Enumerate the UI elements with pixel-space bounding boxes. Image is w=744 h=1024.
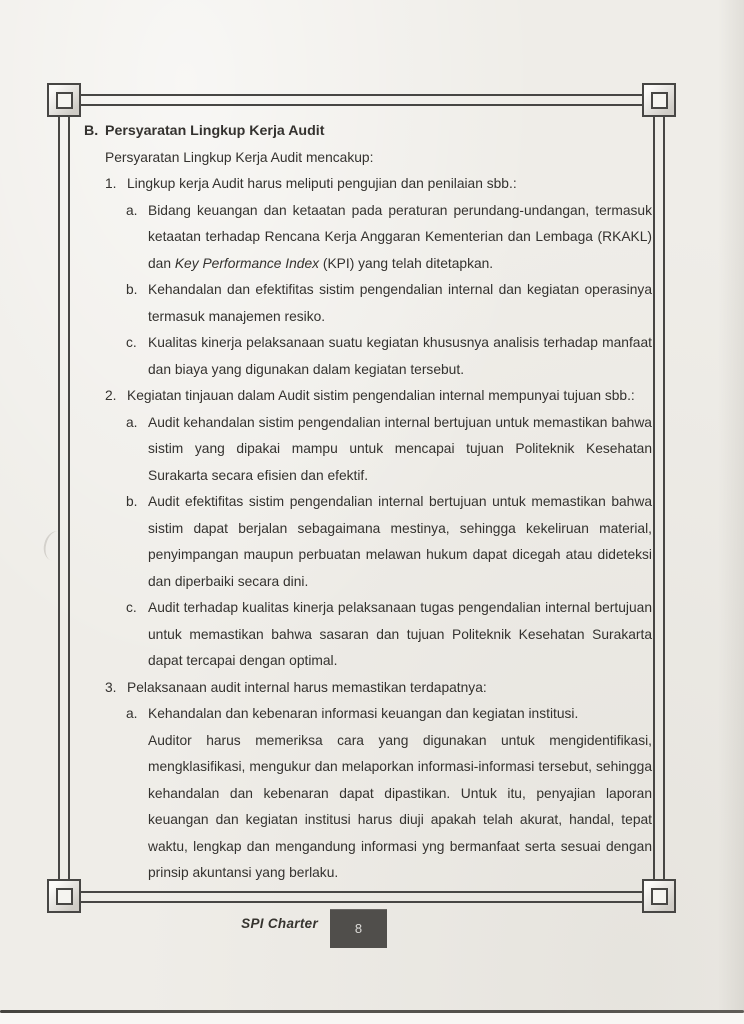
italic-phrase: Key Performance Index	[174, 255, 320, 271]
sub-item-3a	[126, 701, 652, 887]
intro-line: Persyaratan Lingkup Kerja Audit mencakup:	[105, 149, 374, 165]
sub-item-letter: c.	[126, 600, 137, 615]
sub-item-letter: b.	[126, 494, 138, 509]
footer-label: SPI Charter	[241, 916, 318, 931]
page-number-badge	[330, 909, 387, 948]
scan-bottom-strip	[0, 1013, 744, 1024]
sub-item-1c	[126, 330, 652, 383]
corner-ornament-top-right	[642, 83, 676, 117]
item-lead: Lingkup kerja Audit harus meliputi pengujian dan penilaian sbb.:	[127, 176, 517, 191]
sub-item-1a	[126, 198, 652, 278]
sub-item-letter: a.	[126, 414, 138, 430]
item-lead: Pelaksanaan audit internal harus memastikan terdapatnya:	[127, 679, 487, 695]
sub-item-text	[148, 198, 652, 278]
list-item-1	[105, 171, 652, 198]
list-item-2	[105, 383, 652, 410]
corner-ornament-inner-square	[651, 888, 668, 905]
text-run: (KPI) yang telah ditetapkan.	[319, 255, 494, 271]
page-number: 8	[354, 921, 363, 936]
sub-item-2a	[126, 410, 652, 490]
heading-marker: B.	[84, 123, 99, 139]
sub-item-text: Audit efektifitas sistim pengendalian internal bertujuan untuk memastikan bahwa sistim dapat berjalan sebagaimana mestinya, sehingga kekeliruan material, penyimpangan maupun perbuatan melawan hukum dapat dicegah atau dideteksi dan diperbaiki secara dini.	[148, 494, 652, 589]
corner-ornament-bottom-left	[47, 879, 81, 913]
item-number: 3.	[105, 679, 117, 695]
sub-item-text: Audit kehandalan sistim pengendalian internal bertujuan untuk memastikan bahwa sistim yang dipakai mampu untuk mencapai tujuan Politeknik Kesehatan Surakarta secara efisien dan efektif.	[148, 414, 652, 483]
corner-ornament-inner-square	[651, 92, 668, 109]
scan-right-edge-shadow	[718, 0, 744, 1024]
sub-item-2b	[126, 489, 652, 595]
sub-item-letter: c.	[126, 335, 137, 350]
border-line-left	[58, 117, 70, 879]
list-item-3	[105, 675, 652, 702]
item-number: 1.	[105, 176, 117, 191]
sub-item-letter: b.	[126, 282, 138, 297]
corner-ornament-inner-square	[56, 92, 73, 109]
heading-title: Persyaratan Lingkup Kerja Audit	[105, 123, 325, 139]
border-line-bottom	[81, 891, 642, 903]
sub-item-2c	[126, 595, 652, 675]
corner-ornament-inner-square	[56, 888, 73, 905]
document-body	[84, 118, 652, 887]
item-number: 2.	[105, 388, 117, 403]
sub-item-letter: a.	[126, 202, 138, 218]
sub-item-text-column	[148, 701, 652, 887]
sub-item-letter: a.	[126, 706, 138, 721]
corner-ornament-top-left	[47, 83, 81, 117]
item-lead: Kegiatan tinjauan dalam Audit sistim pengendalian internal mempunyai tujuan sbb.:	[127, 388, 635, 403]
sub-item-text: Kualitas kinerja pelaksanaan suatu kegiatan khususnya analisis terhadap manfaat dan biaya yang digunakan dalam kegiatan tersebut.	[148, 335, 652, 377]
border-line-right	[653, 117, 665, 879]
text-run: Bidang keuangan dan ketaatan pada peraturan perundang-undangan, termasuk ketaatan terhadap Rencana Kerja Anggaran Kementerian dan Lembaga (RKAKL) dan	[148, 202, 652, 271]
sub-item-text: Kehandalan dan kebenaran informasi keuangan dan kegiatan institusi.	[148, 706, 579, 721]
border-line-top	[81, 94, 642, 106]
sub-item-1b	[126, 277, 652, 330]
sub-item-continuation: Auditor harus memeriksa cara yang digunakan untuk mengidentifikasi, mengklasifikasi, mengukur dan melaporkan informasi-informasi tersebut, sehingga kehandalan dan kebenaran dapat dipastikan. Untuk itu, penyajian laporan keuangan dan kegiatan institusi harus diuji apakah telah akurat, handal, tepat waktu, lengkap dan mengandung informasi yng bermanfaat serta sesuai dengan prinsip akuntansi yang berlaku.	[148, 732, 652, 880]
sub-item-text: Audit terhadap kualitas kinerja pelaksanaan tugas pengendalian internal bertujuan untuk memastikan bahwa sasaran dan tujuan Politeknik Kesehatan Surakarta dapat tercapai dengan optimal.	[148, 600, 652, 668]
sub-item-text: Kehandalan dan efektifitas sistim pengendalian internal dan kegiatan operasinya termasuk manajemen resiko.	[148, 282, 652, 324]
section-heading	[84, 118, 652, 145]
